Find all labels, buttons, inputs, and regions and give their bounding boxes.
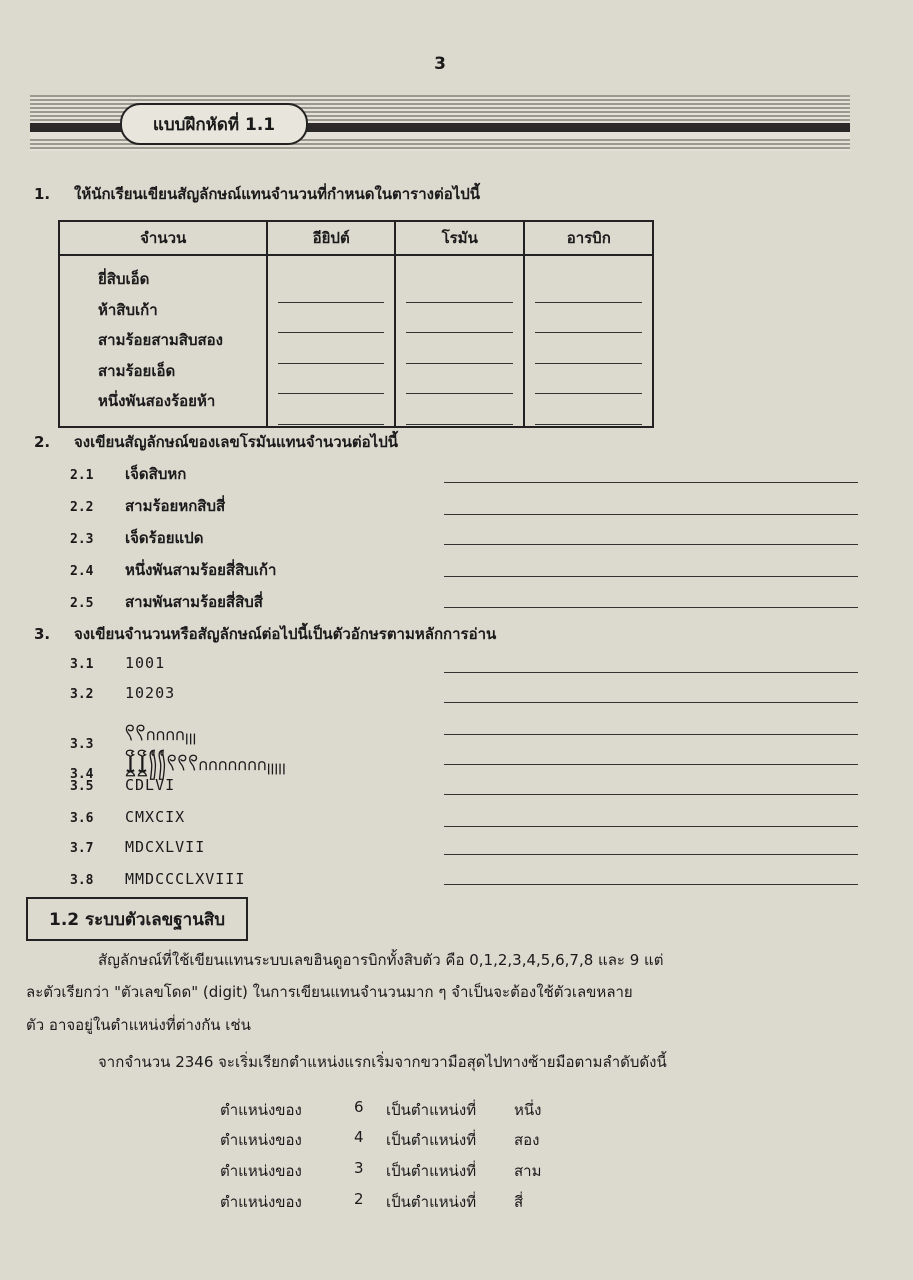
q2-answer-line[interactable]	[444, 587, 858, 608]
row-name: ห้าสิบเก้า	[98, 300, 158, 319]
conversion-table	[58, 220, 654, 428]
answer-line[interactable]	[406, 303, 514, 334]
row-name: หนึ่งพันสองร้อยห้า	[98, 392, 216, 410]
q2-item: 2.5 สามพันสามร้อยสี่สิบสี่	[70, 593, 263, 611]
q2-item: 2.3 เจ็ดร้อยแปด	[70, 529, 204, 547]
q3-answer-line[interactable]	[444, 834, 858, 855]
q2-item: 2.4 หนึ่งพันสามร้อยสี่สิบเก้า	[70, 561, 277, 579]
answer-line[interactable]	[278, 364, 384, 395]
q3-answer-line[interactable]	[444, 774, 858, 795]
arabic-answer-cell	[524, 255, 653, 427]
egyptian-answer-cell	[267, 255, 395, 427]
q2-item: 2.1 เจ็ดสิบหก	[70, 465, 187, 483]
q3-item: 3.8 MMDCCCLXVIII	[70, 870, 246, 888]
answer-line[interactable]	[278, 333, 384, 364]
q3-item: 3.3 𓍢𓍢𓎆𓎆𓎆𓎆𓏺𓏺𓏺	[70, 722, 197, 752]
paragraph-line: สัญลักษณ์ที่ใช้เขียนแทนระบบเลขฮินดูอารบิกทั้งสิบตัว คือ 0,1,2,3,4,5,6,7,8 และ 9 แต่	[98, 951, 664, 969]
answer-line[interactable]	[406, 364, 514, 395]
question-1-text: ให้นักเรียนเขียนสัญลักษณ์แทนจำนวนที่กำหนดในตารางต่อไปนี้	[74, 185, 481, 203]
q2-answer-line[interactable]	[444, 462, 858, 483]
answer-line[interactable]	[406, 394, 514, 425]
q3-answer-line[interactable]	[444, 652, 858, 673]
egyptian-numeral-glyphs: 𓍢𓍢𓎆𓎆𓎆𓎆𓏺𓏺𓏺	[125, 722, 197, 750]
exercise-banner	[30, 95, 850, 151]
q2-answer-line[interactable]	[444, 556, 858, 577]
answer-line[interactable]	[535, 333, 642, 364]
paragraph-line: จากจำนวน 2346 จะเริ่มเรียกตำแหน่งแรกเริ่มจากขวามือสุดไปทางซ้ายมือตามลำดับดังนี้	[98, 1053, 667, 1071]
q3-answer-line[interactable]	[444, 864, 858, 885]
question-1	[34, 182, 480, 206]
paragraph-line: ตัว อาจอยู่ในตำแหน่งที่ต่างกัน เช่น	[26, 1016, 251, 1034]
header-roman: โรมัน	[395, 221, 525, 255]
question-3-number: 3.	[34, 625, 51, 643]
q3-item: 3.1 1001	[70, 654, 166, 672]
q2-answer-line[interactable]	[444, 524, 858, 545]
q3-item: 3.4 𓆼𓆼𓂭𓂭𓍢𓍢𓍢𓎆𓎆𓎆𓎆𓎆𓎆𓎆𓏺𓏺𓏺𓏺𓏺	[70, 752, 287, 782]
table-header-row	[59, 221, 653, 255]
answer-line[interactable]	[278, 303, 384, 334]
row-name: ยี่สิบเอ็ด	[98, 270, 150, 288]
question-2	[34, 430, 398, 454]
q2-item: 2.2 สามร้อยหกสิบสี่	[70, 497, 226, 515]
row-name: สามร้อยสามสิบสอง	[98, 331, 223, 349]
q3-answer-line[interactable]	[444, 744, 858, 765]
answer-line[interactable]	[406, 272, 514, 303]
answer-line[interactable]	[535, 303, 642, 334]
section-heading: 1.2 ระบบตัวเลขฐานสิบ	[26, 897, 248, 941]
row-name: สามร้อยเอ็ด	[98, 361, 176, 380]
egyptian-numeral-glyphs: 𓆼𓆼𓂭𓂭𓍢𓍢𓍢𓎆𓎆𓎆𓎆𓎆𓎆𓎆𓏺𓏺𓏺𓏺𓏺	[125, 752, 287, 780]
table-body-row	[59, 255, 653, 427]
q3-item: 3.5 CDLVI	[70, 776, 176, 794]
header-arabic: อารบิก	[524, 221, 653, 255]
roman-answer-cell	[395, 255, 525, 427]
exercise-title: แบบฝึกหัดที่ 1.1	[120, 103, 308, 145]
header-egyptian: อียิปต์	[267, 221, 395, 255]
question-1-number: 1.	[34, 185, 51, 203]
q3-answer-line[interactable]	[444, 714, 858, 735]
page-number: 3	[434, 54, 446, 74]
answer-line[interactable]	[535, 364, 642, 395]
q3-item: 3.2 10203	[70, 684, 176, 702]
q3-answer-line[interactable]	[444, 682, 858, 703]
q3-item: 3.7 MDCXLVII	[70, 838, 206, 856]
question-2-number: 2.	[34, 433, 51, 451]
answer-line[interactable]	[406, 333, 514, 364]
question-3	[34, 622, 496, 646]
paragraph-line: ละตัวเรียกว่า "ตัวเลขโดด" (digit) ในการเขียนแทนจำนวนมาก ๆ จำเป็นจะต้องใช้ตัวเลขหลาย	[26, 983, 633, 1001]
question-2-text: จงเขียนสัญลักษณ์ของเลขโรมันแทนจำนวนต่อไปนี้	[74, 433, 398, 451]
answer-line[interactable]	[535, 272, 642, 303]
q2-answer-line[interactable]	[444, 494, 858, 515]
question-3-text: จงเขียนจำนวนหรือสัญลักษณ์ต่อไปนี้เป็นตัวอักษรตามหลักการอ่าน	[74, 625, 497, 643]
answer-line[interactable]	[278, 272, 384, 303]
q3-item: 3.6 CMXCIX	[70, 808, 186, 826]
q3-answer-line[interactable]	[444, 806, 858, 827]
number-names-cell	[59, 255, 267, 427]
answer-line[interactable]	[535, 394, 642, 425]
header-number: จำนวน	[59, 221, 267, 255]
answer-line[interactable]	[278, 394, 384, 425]
